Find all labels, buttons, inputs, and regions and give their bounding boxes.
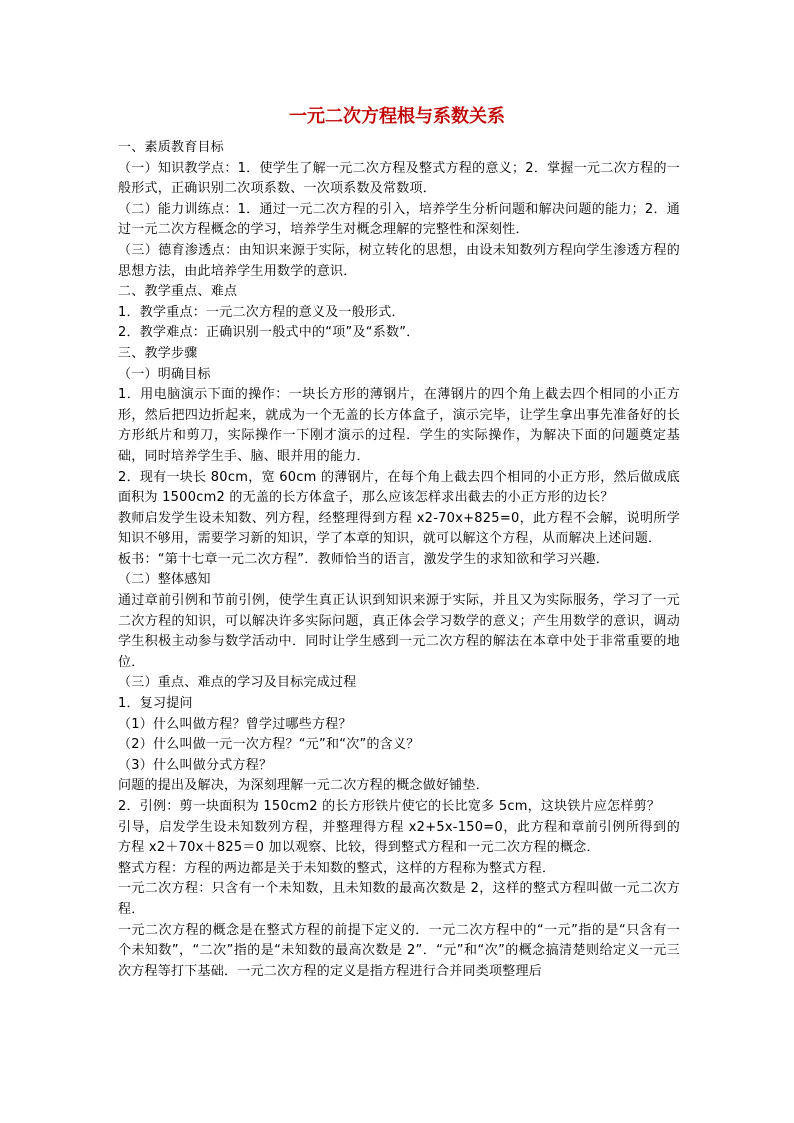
- section-heading-goals: 一、素质教育目标: [118, 140, 225, 155]
- paragraph-guidance: 引导，启发学生设未知数列方程，并整理得方程 x2+5x-150=0，此方程和章前引例所得到的方程 x2＋70x＋825＝0 加以观察、比较，得到整式方程和一元二次方程的概念．: [118, 819, 680, 856]
- subheading-clear-goals: （一）明确目标: [118, 366, 211, 382]
- paragraph-quadratic-definition: 一元二次方程：只含有一个未知数，且未知数的最高次数是 2，这样的整式方程叫做一元二次方程．: [118, 881, 680, 917]
- subheading-overall: （二）整体感知: [118, 572, 211, 588]
- paragraph-question-3: （3）什么叫做分式方程？: [118, 757, 273, 773]
- section-heading-key-points: 二、教学重点、难点: [118, 284, 238, 300]
- subheading-focus: （三）重点、难点的学习及目标完成过程: [118, 675, 357, 691]
- paragraph-steel-sheet: 2．现有一块长 80cm，宽 60cm 的薄钢片，在每个角上截去四个相同的小正方形，然后做成底面积为 1500cm2 的无盖的长方体盒子，那么应该怎样求出截去的小正方形的边长？: [118, 469, 680, 506]
- paragraph-difficult-point: 2．教学难点：正确识别一般式中的“项”及“系数”．: [118, 325, 420, 341]
- document-body: [118, 138, 680, 982]
- paragraph-example: 2．引例：剪一块面积为 150cm2 的长方形铁片使它的长比宽多 5cm，这块铁片应怎样剪？: [118, 799, 661, 814]
- paragraph-key-point: 1．教学重点：一元二次方程的意义及一般形式．: [118, 304, 405, 320]
- paragraph-question-2: （2）什么叫做一元一次方程？“元”和“次”的含义？: [118, 737, 420, 753]
- paragraph-teacher-guide: 教师启发学生设未知数、列方程，经整理得到方程 x2-70x+825=0，此方程不会解，说明所学知识不够用，需要学习新的知识，学了本章的知识，就可以解这个方程，从而解决上述问题．: [118, 510, 680, 547]
- paragraph-integral-equation: 整式方程：方程的两边都是关于未知数的整式，这样的方程称为整式方程．: [118, 860, 556, 876]
- paragraph-blackboard: 板书：“第十七章一元二次方程”．教师恰当的语言，激发学生的求知欲和学习兴趣．: [118, 551, 609, 567]
- paragraph-moral-points: （三）德育渗透点：由知识来源于实际，树立转化的思想，由设未知数列方程向学生渗透方程的思想方法，由此培养学生用数学的意识．: [118, 242, 680, 279]
- paragraph-concept-note: 一元二次方程的概念是在整式方程的前提下定义的．一元二次方程中的“一元”指的是“只含有一个未知数”，“二次”指的是“未知数的最高次数是 2”．“元”和“次”的概念搞清楚则给定义一元三次方程等打下基础．一元二次方程的定义是指方程进行合并同类项整理后: [118, 922, 680, 979]
- paragraph-groundwork: 问题的提出及解决，为深刻理解一元二次方程的概念做好铺垫．: [118, 778, 490, 794]
- paragraph-question-1: （1）什么叫做方程？曾学过哪些方程？: [118, 716, 352, 732]
- paragraph-knowledge-points: （一）知识教学点：1．使学生了解一元二次方程及整式方程的意义；2．掌握一元二次方程的一般形式，正确识别二次项系数、一次项系数及常数项．: [118, 160, 680, 197]
- document-title: 一元二次方程根与系数关系: [289, 106, 505, 127]
- paragraph-demo: 1．用电脑演示下面的操作：一块长方形的薄钢片，在薄钢片的四个角上截去四个相同的小正方形，然后把四边折起来，就成为一个无盖的长方体盒子，演示完毕，让学生拿出事先准备好的长方形纸片和剪刀，实际操作一下刚才演示的过程．学生的实际操作，为解决下面的问题奠定基础，同时培养学生手、脑、眼并用的能力．: [118, 387, 680, 464]
- paragraph-review: 1．复习提问: [118, 696, 193, 712]
- paragraph-ability-points: （二）能力训练点：1．通过一元二次方程的引入，培养学生分析问题和解决问题的能力；2．通过一元二次方程概念的学习，培养学生对概念理解的完整性和深刻性．: [118, 201, 680, 238]
- paragraph-overall: 通过章前引例和节前引例，使学生真正认识到知识来源于实际，并且又为实际服务，学习了一元二次方程的知识，可以解决许多实际问题，真正体会学习数学的意义；产生用数学的意识，调动学生积极主动参与数学活动中．同时让学生感到一元二次方程的解法在本章中处于非常重要的地位．: [118, 593, 680, 670]
- section-heading-steps: 三、教学步骤: [118, 345, 198, 361]
